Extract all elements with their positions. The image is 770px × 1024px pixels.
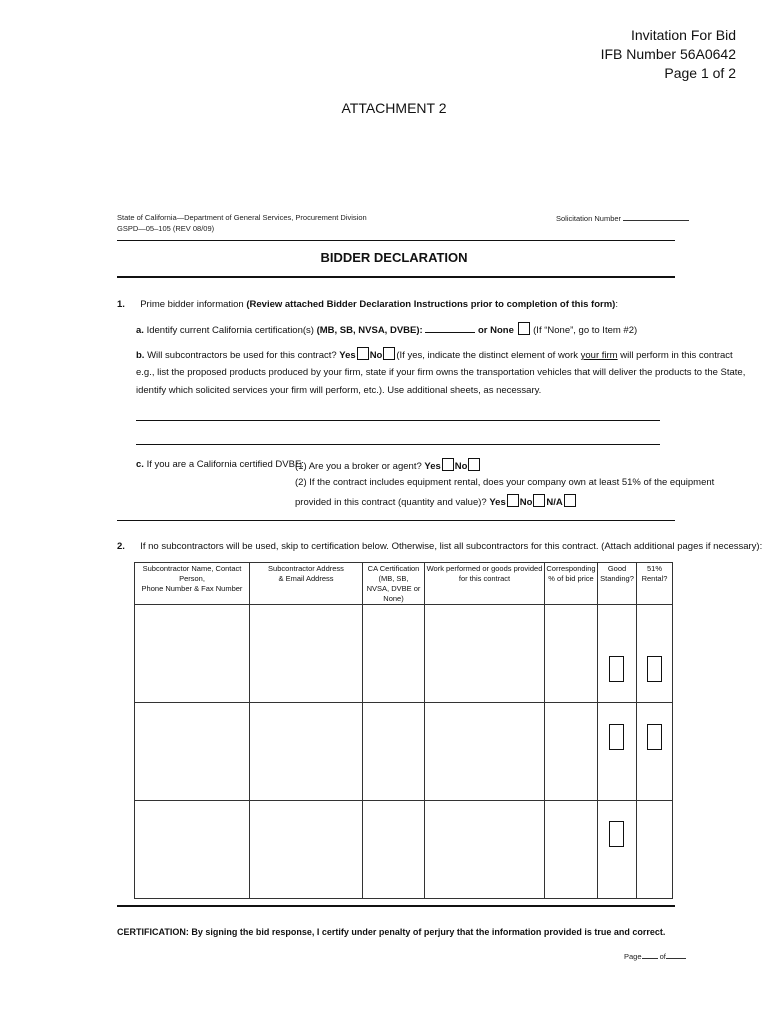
certification-statement: CERTIFICATION: By signing the bid response, I certify under penalty of perjury that the information provided is true and correct. bbox=[117, 927, 666, 937]
question-1b-line3: identify which solicited services your firm will perform, etc.). Use additional sheets, as necessary. bbox=[136, 385, 542, 396]
table-cell[interactable] bbox=[135, 703, 250, 801]
table-cell[interactable] bbox=[363, 703, 425, 801]
ifb-number-text: IFB Number 56A0642 bbox=[600, 46, 736, 62]
table-cell[interactable] bbox=[250, 801, 363, 899]
question-1c-text: If you are a California certified DVBE: bbox=[146, 459, 304, 470]
rental-no-label: No bbox=[519, 497, 533, 508]
broker-no-checkbox[interactable] bbox=[468, 458, 480, 471]
good-standing-cell bbox=[598, 801, 637, 899]
question-1b-rest2: will perform in this contract bbox=[617, 350, 733, 361]
good-standing-checkbox[interactable] bbox=[609, 821, 624, 847]
certification-divider bbox=[117, 905, 675, 907]
rental-question: provided in this contract (quantity and value)? bbox=[295, 497, 487, 508]
good-standing-checkbox[interactable] bbox=[609, 724, 624, 750]
none-checkbox[interactable] bbox=[518, 322, 530, 335]
question-1b-rest1: (If yes, indicate the distinct element of work bbox=[396, 350, 581, 361]
invitation-for-bid-text: Invitation For Bid bbox=[630, 27, 736, 43]
rental-na-checkbox[interactable] bbox=[564, 494, 576, 507]
table-row bbox=[135, 605, 673, 703]
table-cell[interactable] bbox=[425, 703, 545, 801]
question-2-text: If no subcontractors will be used, skip to certification below. Otherwise, list all subcontractors for this contract. (Attach additional pages if necessary): bbox=[140, 541, 763, 552]
header-divider bbox=[117, 240, 675, 241]
question-1c-2-line2 bbox=[295, 494, 577, 509]
rental-cell bbox=[637, 703, 673, 801]
rental-yes-checkbox[interactable] bbox=[507, 494, 519, 507]
column-header: Good Standing? bbox=[598, 563, 637, 605]
question-1c bbox=[136, 458, 304, 471]
question-1a-letter: a. bbox=[136, 325, 144, 336]
table-cell[interactable] bbox=[545, 605, 598, 703]
agency-info bbox=[117, 212, 367, 234]
solicitation-label: Solicitation Number bbox=[556, 214, 622, 223]
question-1-intro-end: : bbox=[615, 299, 618, 310]
column-header: Work performed or goods provided for this contract bbox=[425, 563, 545, 605]
table-cell[interactable] bbox=[425, 801, 545, 899]
good-standing-cell bbox=[598, 703, 637, 801]
question-1b bbox=[136, 347, 733, 362]
page-label: Page bbox=[624, 952, 642, 961]
rental-checkbox[interactable] bbox=[647, 656, 662, 682]
attachment-title: ATTACHMENT 2 bbox=[341, 100, 447, 116]
rental-cell bbox=[637, 801, 673, 899]
column-header: Subcontractor Address & Email Address bbox=[250, 563, 363, 605]
solicitation-number-field[interactable] bbox=[623, 212, 689, 221]
question-1a-text: Identify current California certification(s) bbox=[146, 325, 317, 336]
form-number: GSPD—05–105 (REV 08/09) bbox=[117, 224, 215, 233]
question-1a-hint: (If “None”, go to Item #2) bbox=[533, 325, 638, 336]
broker-yes-label: Yes bbox=[424, 461, 441, 472]
table-cell[interactable] bbox=[250, 703, 363, 801]
table-cell[interactable] bbox=[135, 605, 250, 703]
section-divider bbox=[117, 520, 675, 521]
column-header: Corresponding % of bid price bbox=[545, 563, 598, 605]
of-label: of bbox=[659, 952, 666, 961]
rental-cell bbox=[637, 605, 673, 703]
column-header: Subcontractor Name, Contact Person, Phone Number & Fax Number bbox=[135, 563, 250, 605]
table-header-row bbox=[135, 563, 673, 605]
table-row bbox=[135, 703, 673, 801]
document-header bbox=[601, 26, 736, 83]
good-standing-cell bbox=[598, 605, 637, 703]
yes-label: Yes bbox=[339, 350, 356, 361]
answer-line-2[interactable] bbox=[136, 444, 660, 445]
question-1b-text: Will subcontractors be used for this contract? bbox=[147, 350, 337, 361]
certification-field[interactable] bbox=[425, 323, 475, 333]
broker-no-label: No bbox=[454, 461, 468, 472]
table-cell[interactable] bbox=[545, 703, 598, 801]
column-header: CA Certification (MB, SB, NVSA, DVBE or None) bbox=[363, 563, 425, 605]
column-header: 51% Rental? bbox=[637, 563, 673, 605]
question-2-number: 2. bbox=[117, 541, 125, 552]
page-footer bbox=[624, 951, 686, 962]
table-cell[interactable] bbox=[135, 801, 250, 899]
broker-yes-checkbox[interactable] bbox=[442, 458, 454, 471]
question-1c-letter: c. bbox=[136, 459, 144, 470]
question-1b-underline: your firm bbox=[580, 350, 618, 361]
rental-na-label: N/A bbox=[546, 497, 563, 508]
question-1-intro: Prime bidder information bbox=[140, 299, 247, 310]
total-pages-field[interactable] bbox=[666, 951, 686, 959]
table-cell[interactable] bbox=[425, 605, 545, 703]
table-row bbox=[135, 801, 673, 899]
rental-no-checkbox[interactable] bbox=[533, 494, 545, 507]
subcontractor-table bbox=[134, 562, 673, 899]
broker-question: (1) Are you a broker or agent? bbox=[295, 461, 422, 472]
question-1c-2-line1: (2) If the contract includes equipment rental, does your company own at least 51% of the equipment bbox=[295, 477, 715, 488]
question-1b-letter: b. bbox=[136, 350, 145, 361]
form-title: BIDDER DECLARATION bbox=[320, 250, 468, 265]
title-divider bbox=[117, 276, 675, 278]
answer-line-1[interactable] bbox=[136, 420, 660, 421]
subcontractors-yes-checkbox[interactable] bbox=[357, 347, 369, 360]
table-cell[interactable] bbox=[363, 801, 425, 899]
or-none-label: or None bbox=[477, 325, 514, 336]
no-label: No bbox=[369, 350, 383, 361]
good-standing-checkbox[interactable] bbox=[609, 656, 624, 682]
question-1-number: 1. bbox=[117, 299, 125, 310]
question-1a-bold: (MB, SB, NVSA, DVBE): bbox=[316, 325, 423, 336]
rental-yes-label: Yes bbox=[489, 497, 506, 508]
table-cell[interactable] bbox=[545, 801, 598, 899]
solicitation-number bbox=[556, 212, 689, 224]
question-1 bbox=[117, 298, 618, 311]
table-cell[interactable] bbox=[250, 605, 363, 703]
question-1a bbox=[136, 322, 637, 337]
subcontractors-no-checkbox[interactable] bbox=[383, 347, 395, 360]
rental-checkbox[interactable] bbox=[647, 724, 662, 750]
question-1c-1 bbox=[295, 458, 481, 473]
page-count-text: Page 1 of 2 bbox=[664, 65, 736, 81]
question-1b-line2: e.g., list the proposed products produced by your firm, state if your firm owns the transportation vehicles that will deliver the products to the State, bbox=[136, 367, 746, 378]
question-2 bbox=[117, 540, 762, 553]
question-1-intro-bold: (Review attached Bidder Declaration Instructions prior to completion of this form) bbox=[246, 299, 616, 310]
agency-name: State of California—Department of General Services, Procurement Division bbox=[117, 213, 367, 222]
page-number-field[interactable] bbox=[642, 951, 658, 959]
table-cell[interactable] bbox=[363, 605, 425, 703]
